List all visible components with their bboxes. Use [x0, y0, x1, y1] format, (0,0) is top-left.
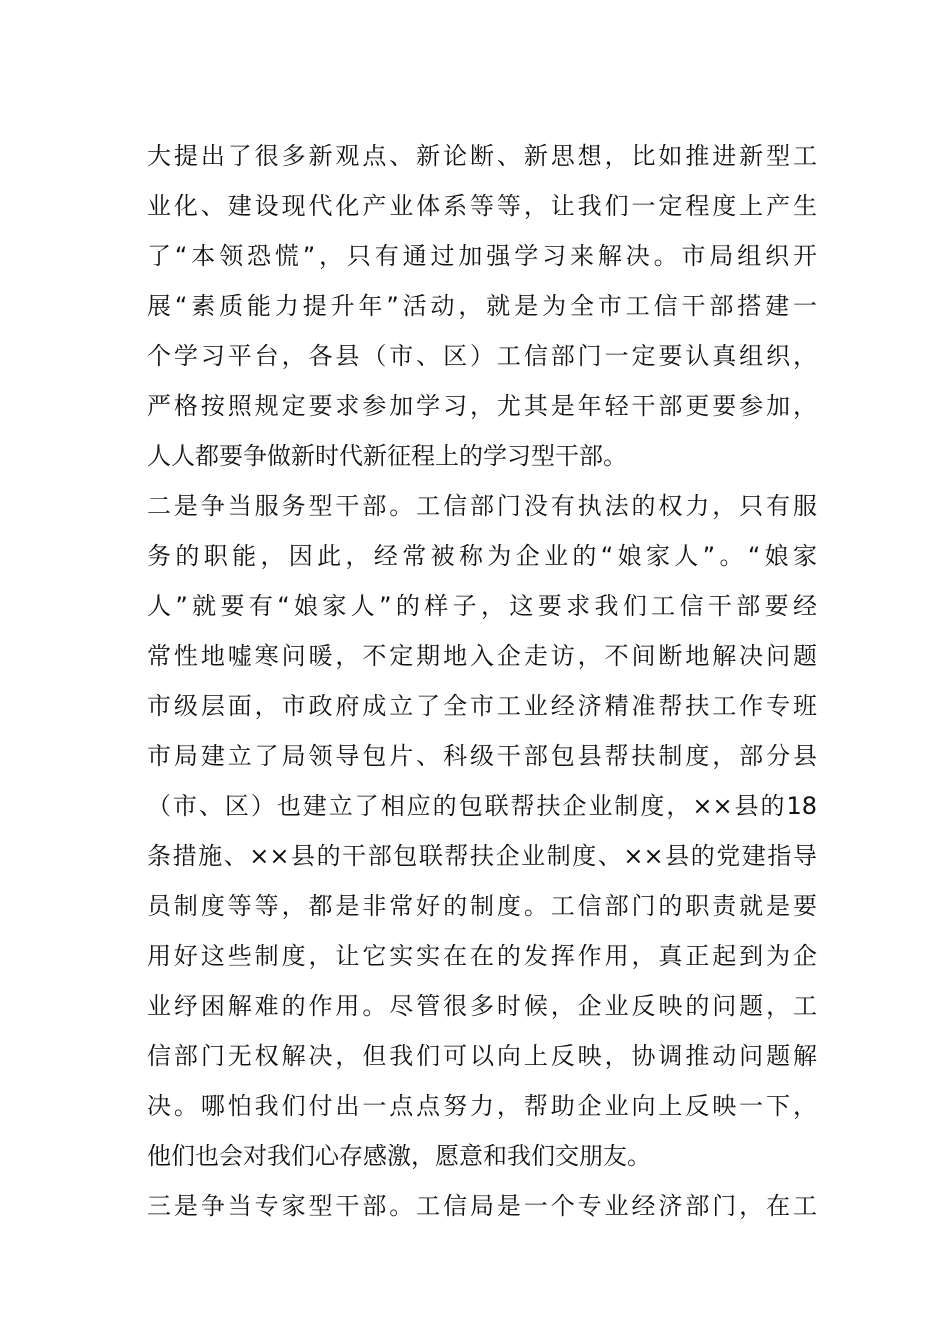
text-line: 大提出了很多新观点、新论断、新思想，比如推进新型工: [147, 142, 817, 170]
text-line: 严格按照规定要求参加学习，尤其是年轻干部更要参加，: [147, 392, 817, 420]
text-line: 决。哪怕我们付出一点点努力，帮助企业向上反映一下，: [147, 1092, 817, 1120]
text-line: 人人都要争做新时代新征程上的学习型干部。: [147, 442, 627, 470]
text-line: 用好这些制度，让它实实在在的发挥作用，真正起到为企: [147, 942, 817, 970]
text-line: 展“素质能力提升年”活动，就是为全市工信干部搭建一: [147, 292, 817, 320]
paragraph-expert-cadre: [147, 1181, 817, 1231]
text-line: 了“本领恐慌”，只有通过加强学习来解决。市局组织开: [147, 242, 817, 270]
text-line: 人”就要有“娘家人”的样子，这要求我们工信干部要经: [147, 592, 817, 620]
paragraph-service-cadre: [147, 481, 817, 1181]
paragraph-study-cadre: [147, 131, 817, 481]
text-line: 条措施、××县的干部包联帮扶企业制度、××县的党建指导: [147, 842, 817, 870]
text-line: 业纾困解难的作用。尽管很多时候，企业反映的问题，工: [147, 992, 817, 1020]
text-line: 市级层面，市政府成立了全市工业经济精准帮扶工作专班: [147, 692, 817, 720]
text-line: 信部门无权解决，但我们可以向上反映，协调推动问题解: [147, 1042, 817, 1070]
text-line: 务的职能，因此，经常被称为企业的“娘家人”。“娘家: [147, 542, 817, 570]
text-line: （市、区）也建立了相应的包联帮扶企业制度，××县的18: [147, 792, 817, 820]
text-line: 业化、建设现代化产业体系等等，让我们一定程度上产生: [147, 192, 817, 220]
text-line: 二是争当服务型干部。工信部门没有执法的权力，只有服: [147, 492, 817, 520]
text-line: 市局建立了局领导包片、科级干部包县帮扶制度，部分县: [147, 742, 817, 770]
text-line: 员制度等等，都是非常好的制度。工信部门的职责就是要: [147, 892, 817, 920]
text-line: 三是争当专家型干部。工信局是一个专业经济部门，在工: [147, 1192, 817, 1220]
document-body: [147, 131, 817, 1231]
text-line: 常性地嘘寒问暖，不定期地入企走访，不间断地解决问题: [147, 642, 817, 670]
text-line: 个学习平台，各县（市、区）工信部门一定要认真组织，: [147, 342, 817, 370]
text-line: 他们也会对我们心存感激，愿意和我们交朋友。: [147, 1142, 651, 1170]
